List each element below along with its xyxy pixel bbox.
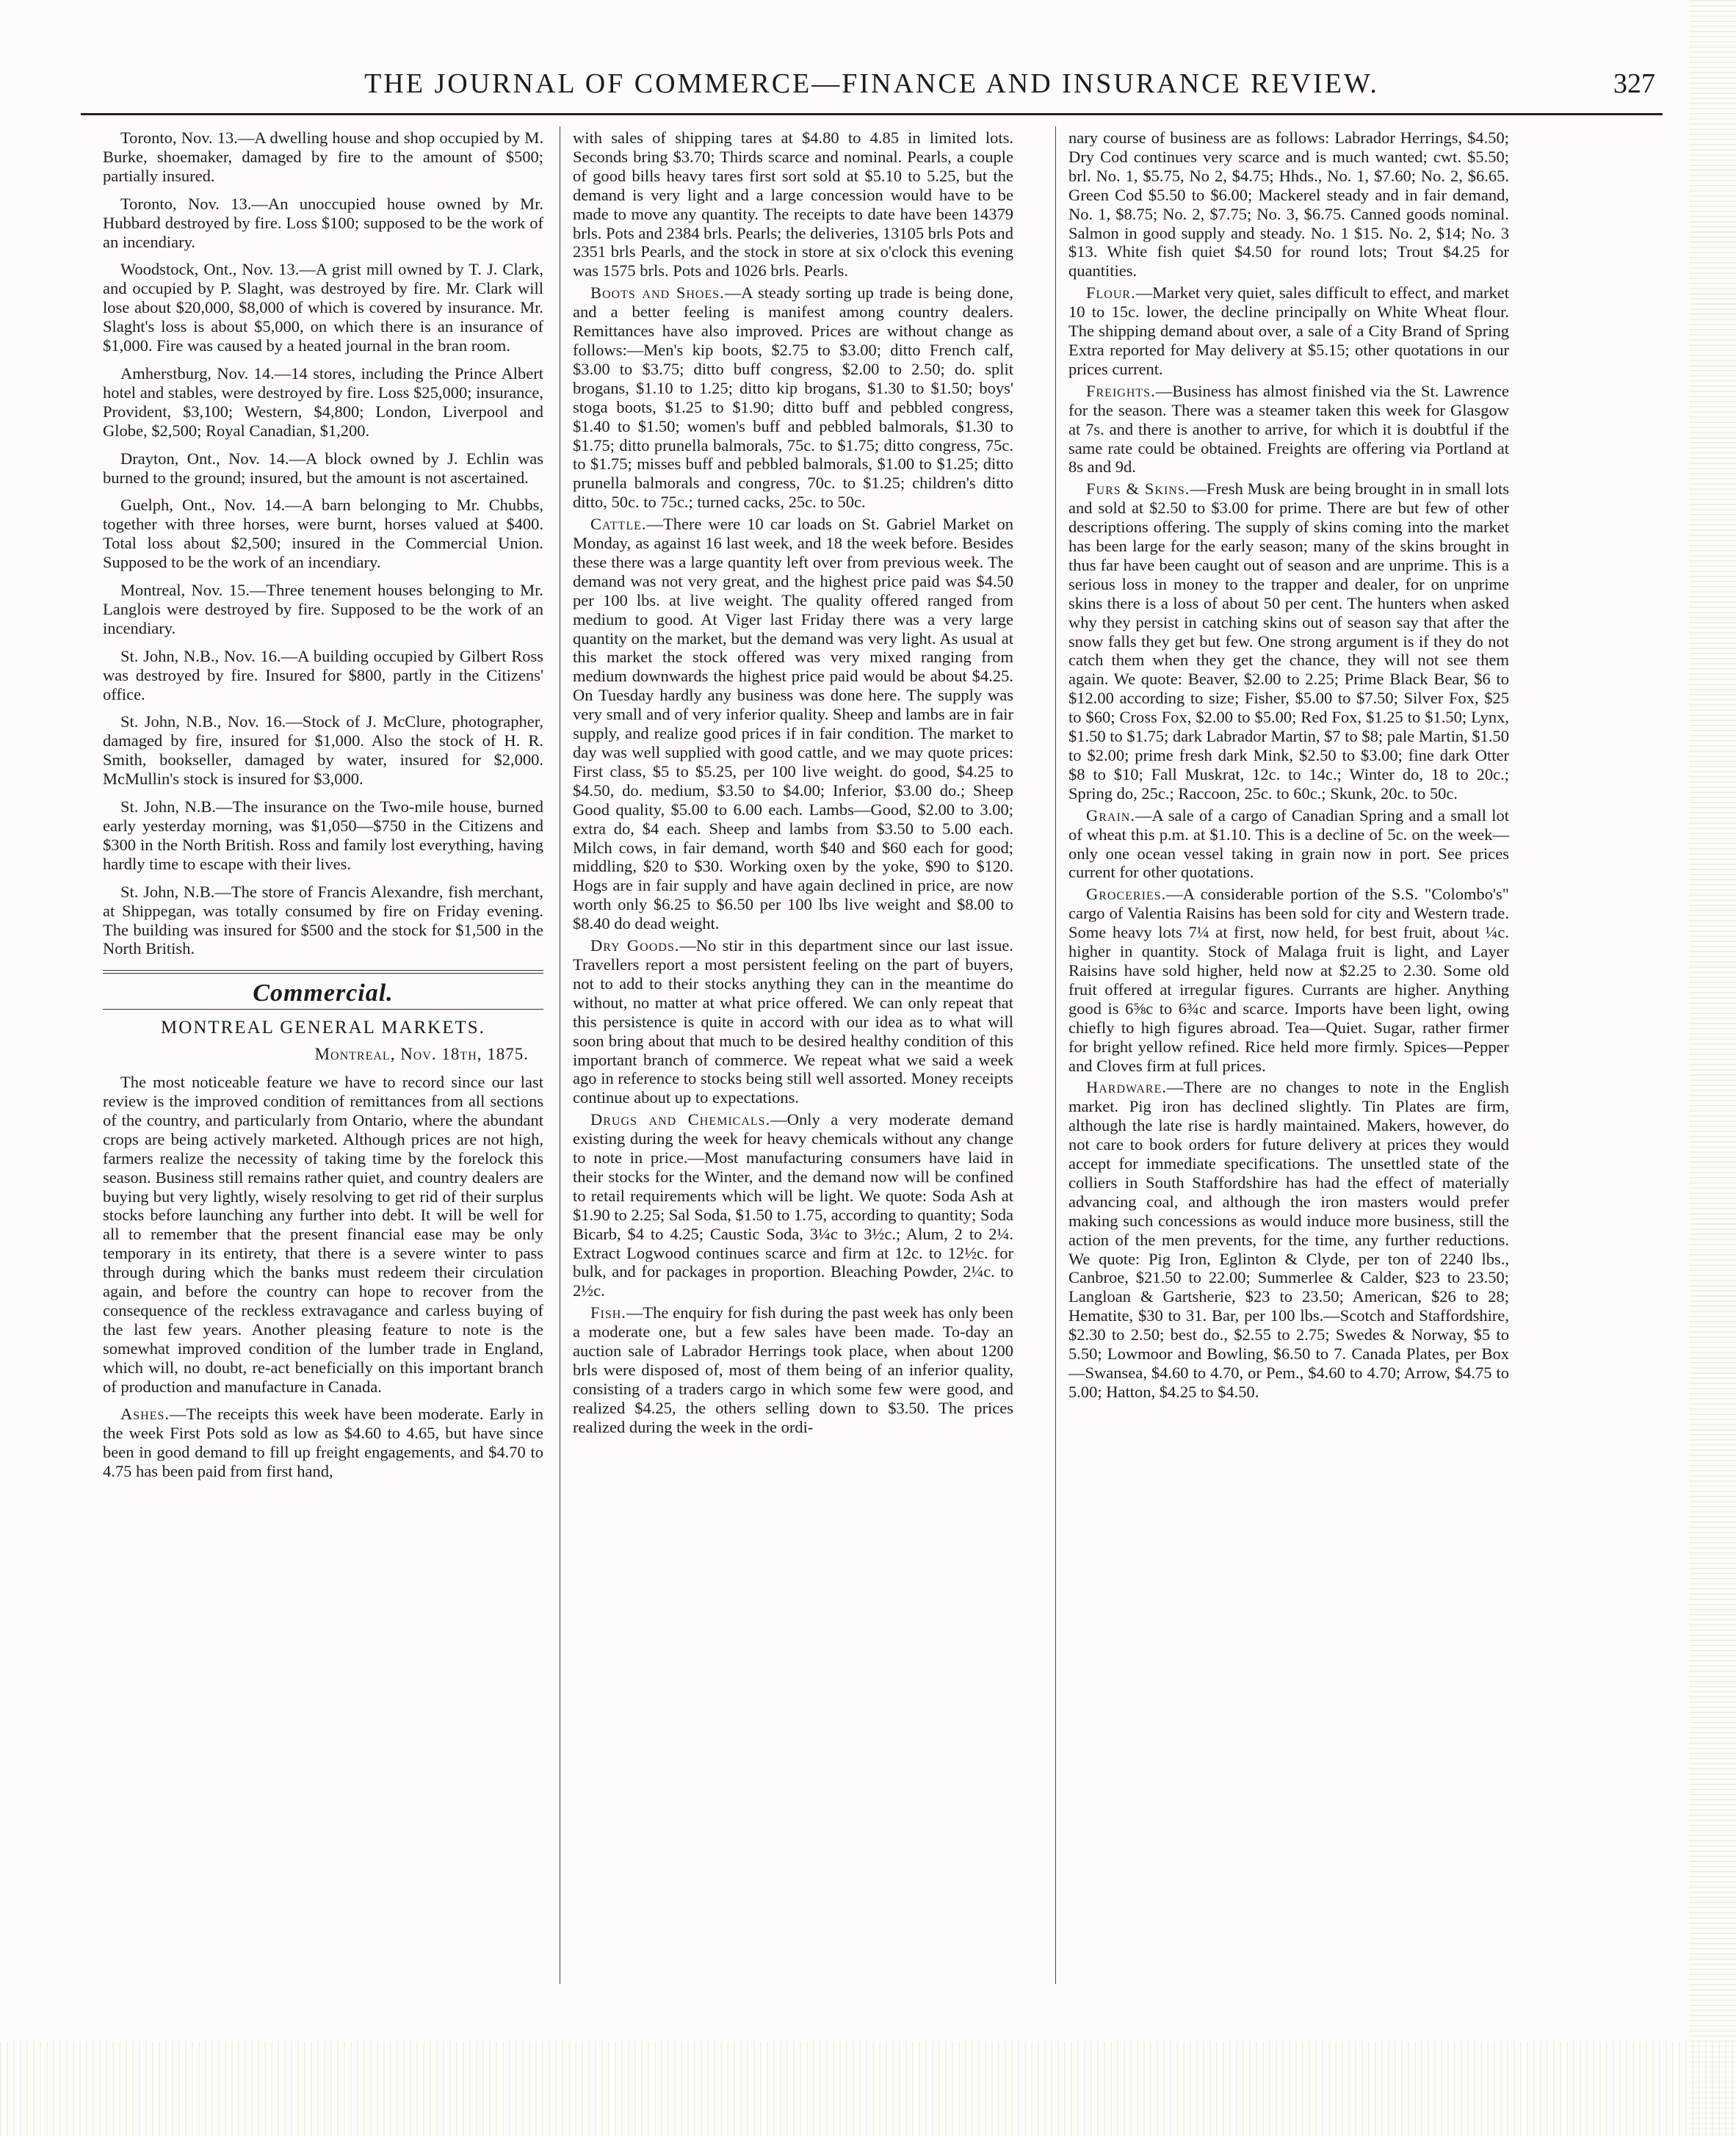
- market-cattle: [573, 515, 1013, 933]
- journal-title: THE JOURNAL OF COMMERCE—FINANCE AND INSURANCE REVIEW.: [364, 68, 1379, 99]
- column-3: [1068, 128, 1509, 1405]
- fire-report: Guelph, Ont., Nov. 14.—A barn belonging to Mr. Chubbs, together with three horses, were burnt, horses valued at $400. Total loss about $2,500; insured in the Commercial Union. Supposed to be the work of an incendiary.: [103, 496, 543, 572]
- fire-report: St. John, N.B., Nov. 16.—A building occupied by Gilbert Ross was destroyed by fire. Insured for $800, partly in the Citizens' office.: [103, 646, 543, 703]
- market-text: —A sale of a cargo of Canadian Spring and a small lot of wheat this p.m. at $1.10. This is a decline of 5c. on the week—only one ocean vessel taking in grain now in port. See prices current for other quotations.: [1068, 805, 1509, 882]
- article-dateline: Montreal, Nov. 18th, 1875.: [314, 1045, 529, 1064]
- market-text: —There are no changes to note in the English market. Pig iron has declined slightly. Tin Plates are firm, although the late rise is hardly maintained. Makers, however, do not care to book orders for future delivery at prices they would accept for immediate specifications. The unsettled state of the colliers in South Staffordshire has had the effect of materially advancing coal, and although the iron masters would prefer making such concessions as would induce more business, still the action of the men prevents, for the time, any further reductions. We quote: Pig Iron, Eglinton & Clyde, per ton of 2240 lbs., Canbroe, $21.50 to 22.00; Summerlee & Calder, $23 to 23.50; Langloan & Gartsherie, $23 to 23.50; American, $26 to 28; Hematite, $30 to 31. Bar, per 100 lbs.—Scotch and Staffordshire, $2.30 to 2.50; best do., $2.55 to 2.75; Swedes & Norway, $5 to 5.50; Lowmoor and Bowling, $6.50 to 7. Canada Plates, per Box—Swansea, $4.60 to 4.70, or Pem., $4.60 to 4.70; Arrow, $4.75 to 5.00; Hatton, $4.25 to $4.50.: [1068, 1078, 1509, 1401]
- column-1: [103, 128, 543, 1484]
- market-text: —There were 10 car loads on St. Gabriel Market on Monday, as against 16 last week, and 18 the week before. Besides these there was a large quantity left over from previous week. The demand was not very great, and the highest price paid was $4.50 per 100 lbs. at live weight. The quality offered ranged from medium to good. At Viger last Friday there was a very large quantity on the market, but the demand was very light. As usual at this market the stock offered was very mixed ranging from medium downwards the highest price paid would be about $4.25. On Tuesday hardly any business was done here. The supply was very small and of very inferior quality. Sheep and lambs are in fair supply, and realize good prices if in fair condition. The market to day was well supplied with good cattle, and we may quote prices: First class, $5 to $5.25, per 100 live weight. do good, $4.25 to $4.50, do. medium, $3.50 to $4.00; Inferior, $3.00 do.; Sheep Good quality, $5.00 to 6.00 each. Lambs—Good, $2.00 to 3.00; extra do, $4 each. Sheep and lambs from $3.50 to 5.00 each. Milch cows, in fair demand, worth $40 and $60 each for good; middling, $20 to $30. Working oxen by the yoke, $90 to $120. Hogs are in fair supply and have again declined in price, are now worth only $6.25 to $6.50 per 100 lbs live weight and $8.00 to $8.40 do dead weight.: [573, 515, 1013, 933]
- fire-report: St. John, N.B.—The insurance on the Two-mile house, burned early yesterday morning, was $1,050—$750 in the Citizens and $300 in the North British. Ross and family lost everything, having hardly time to escape with their lives.: [103, 797, 543, 873]
- section-divider: [103, 1009, 543, 1010]
- column-2: [573, 128, 1013, 1440]
- market-text: —Market very quiet, sales difficult to effect, and market 10 to 15c. lower, the decline principally on White Wheat flour. The shipping demand about over, a sale of a City Brand of Spring Extra reported for May delivery at $5.15; other quotations in our prices current.: [1068, 283, 1509, 378]
- market-heading: Groceries.: [1086, 885, 1167, 904]
- market-drugs: [573, 1110, 1013, 1300]
- market-ashes-continued: with sales of shipping tares at $4.80 to 4.85 in limited lots. Seconds bring $3.70; Thirds scarce and nominal. Pearls, a couple of good bills heavy tares first sort sold at $5.10 to 5.25, but the demand is very light and a large concession would have to be made to move any quantity. The receipts to date have been 14379 brls. Pots and 2384 brls. Pearls; the deliveries, 13105 brls Pots and 2351 brls Pearls, and the stock in store at six o'clock this evening was 1575 brls. Pots and 1026 brls. Pearls.: [573, 128, 1013, 280]
- market-heading: Ashes.: [120, 1405, 170, 1424]
- market-heading: Furs & Skins.: [1086, 479, 1190, 499]
- fire-report: Drayton, Ont., Nov. 14.—A block owned by J. Echlin was burned to the ground; insured, but the amount is not ascertained.: [103, 449, 543, 487]
- market-flour: [1068, 283, 1509, 379]
- scan-edge-texture: [1689, 0, 1736, 2136]
- market-heading: Boots and Shoes.: [590, 283, 725, 303]
- market-heading: Hardware.: [1086, 1078, 1167, 1097]
- market-heading: Fish.: [590, 1303, 626, 1322]
- market-ashes: [103, 1405, 543, 1481]
- market-text: —No stir in this department since our last issue. Travellers report a most persistent feeling on the part of buyers, not to add to their stocks anything they can in the meantime do without, no matter at what price offered. We can only repeat that this persistence is quite in accord with our idea as to what will soon bring about that much to be desired healthy condition of this important branch of commerce. We repeat what we said a week ago in reference to stocks being still well assorted. Money receipts continue about up to expectations.: [573, 936, 1014, 1107]
- column-rule-2: [1055, 126, 1056, 1984]
- masthead: [81, 62, 1663, 115]
- fire-report: Woodstock, Ont., Nov. 13.—A grist mill owned by T. J. Clark, and occupied by P. Slaght, was destroyed by fire. Mr. Clark will lose about $20,000, $8,000 of which is covered by insurance. Mr. Slaght's loss is about $5,000, on which there is an insurance of $1,000. Fire was caused by a heated journal in the bran room.: [103, 260, 543, 355]
- fire-report: Amherstburg, Nov. 14.—14 stores, including the Prince Albert hotel and stables, were destroyed by fire. Loss $25,000; insurance, Provident, $3,100; Western, $4,800; London, Liverpool and Globe, $2,500; Royal Canadian, $1,200.: [103, 363, 543, 440]
- market-text: —The enquiry for fish during the past week has only been a moderate one, but a few sales have been made. To-day an auction sale of Labrador Herrings took place, when about 1200 brls were disposed of, most of them being of an inferior quality, consisting of a traders cargo in which some few were good, and realized $4.25, the others selling down to $3.50. The prices realized during the week in the ordi-: [573, 1303, 1013, 1436]
- market-heading: Cattle.: [590, 515, 647, 534]
- market-furs: [1068, 479, 1509, 803]
- market-text: —Fresh Musk are being brought in in small lots and sold at $2.50 to $3.00 for prime. There are but few of other descriptions offering. The supply of skins coming into the market has been large for the early season; many of the skins brought in thus far have been caught out of season and are unprime. This is a serious loss in money to the trapper and dealer, for on unprime skins there is a loss of about 50 per cent. The hunters when asked why they persist in catching skins out of season say that after the snow falls they get but few. One strong argument is if they do not catch them when they get the chance, they will not see them again. We quote: Beaver, $2.00 to 2.25; Prime Black Bear, $6 to $12.00 according to size; Fisher, $5.00 to $7.50; Silver Fox, $25 to $60; Cross Fox, $2.00 to $5.00; Red Fox, $1.25 to $1.50; Lynx, $1.50 to $1.75; dark Labrador Martin, $7 to $8; pale Martin, $1.50 to $2.00; prime fresh dark Mink, $2.50 to $3.00; fine dark Otter $8 to $10; Fall Muskrat, 12c. to 14c.; Winter do, 18 to 20c.; Spring do, 25c.; Raccoon, 25c. to 60c.; Skunk, 20c. to 50c.: [1068, 479, 1509, 803]
- market-heading: Grain.: [1086, 805, 1135, 825]
- market-heading: Drugs and Chemicals.: [590, 1110, 771, 1129]
- market-heading: Freights.: [1086, 381, 1156, 400]
- fire-report: Toronto, Nov. 13.—An unoccupied house owned by Mr. Hubbard destroyed by fire. Loss $100; supposed to be the work of an incendiary.: [103, 194, 543, 251]
- market-text: —A considerable portion of the S.S. "Colombo's" cargo of Valentia Raisins has been sold for city and Western trade. Some heavy lots 7¼ at first, now held, for best fruit, about ¼c. higher in quantity. Stock of Malaga fruit is light, and Layer Raisins have sold higher, held now at $2.25 to 2.30. Some old fruit offered at irregular figures. Currants are higher. Anything good is 6⅝c to 6¾c and scarce. Imports have been light, owing chiefly to high figures abroad. Tea—Quiet. Sugar, rather firmer for bright yellow refined. Rice held more firmly. Spices—Pepper and Cloves firm at full prices.: [1068, 885, 1509, 1075]
- fire-report: Toronto, Nov. 13.—A dwelling house and shop occupied by M. Burke, shoemaker, damaged by fire to the amount of $500; partially insured.: [103, 128, 543, 185]
- market-hardware: [1068, 1078, 1509, 1401]
- market-text: —Only a very moderate demand existing during the week for heavy chemicals without any change to note in price.—Most manufacturing consumers have laid in their stocks for the Winter, and the demand now will be confined to retail requirements which will be light. We quote: Soda Ash at $1.90 to 2.25; Sal Soda, $1.50 to 1.75, according to quantity; Soda Bicarb, $4 to 4.25; Caustic Soda, 3¼c to 3½c.; Alum, 2 to 2¼. Extract Logwood continues scarce and firm at 12c. to 12½c. for bulk, and for packages in proportion. Bleaching Powder, 2¼c. to 2½c.: [573, 1110, 1013, 1300]
- market-heading: Dry Goods.: [590, 936, 680, 955]
- market-freights: [1068, 382, 1509, 477]
- market-fish: [573, 1303, 1013, 1436]
- scan-bottom-texture: [0, 2041, 1736, 2136]
- market-intro: The most noticeable feature we have to record since our last review is the improved condition of remittances from all sections of the country, and particularly from Ontario, where the abundant crops are being actively marketed. Although prices are not high, farmers realize the necessity of taking time by the forelock this season. Business still remains rather quiet, and country dealers are buying but very lightly, wisely resolving to get rid of their surplus stocks before launching any further into debt. It will be well for all to remember that the present financial ease may be only temporary in its entirety, that there is a severe winter to pass through during which the banks must redeem their circulation again, and before the country can hope to recover from the consequence of the reckless extravagance and carless buying of the last few years. Another pleasing feature to note is the somewhat improved condition of the lumber trade in England, which will, no doubt, re-act beneficially on this important branch of production and manufacture in Canada.: [103, 1073, 543, 1396]
- market-boots: [573, 283, 1013, 512]
- market-text: —Business has almost finished via the St. Lawrence for the season. There was a steamer taken this week for Glasgow at 7s. and there is another to arrive, for which it is doubtful if the same rate could be obtained. Freights are offering via Portland at 8s and 9d.: [1068, 381, 1509, 477]
- fire-report: St. John, N.B.—The store of Francis Alexandre, fish merchant, at Shippegan, was totally consumed by fire on Friday evening. The building was insured for $500 and the stock for $1,500 in the North British.: [103, 882, 543, 958]
- market-text: —The receipts this week have been moderate. Early in the week First Pots sold as low as $4.60 to 4.65, but have since been in good demand to fill up freight engagements, and $4.70 to 4.75 has been paid from first hand,: [103, 1405, 543, 1481]
- page-number: 327: [1613, 68, 1655, 99]
- section-divider: [103, 970, 543, 974]
- market-groceries: [1068, 885, 1509, 1075]
- fire-report: St. John, N.B., Nov. 16.—Stock of J. McClure, photographer, damaged by fire, insured for $1,000. Also the stock of H. R. Smith, bookseller, damaged by water, insured for $2,000. McMullin's stock is insured for $3,000.: [103, 712, 543, 789]
- market-grain: [1068, 806, 1509, 883]
- market-dry-goods: [573, 936, 1013, 1107]
- market-heading: Flour.: [1086, 283, 1136, 303]
- section-title-commercial: Commercial.: [253, 980, 394, 1007]
- market-text: —A steady sorting up trade is being done, and a better feeling is manifest among country dealers. Remittances have also improved. Prices are without change as follows:—Men's kip boots, $2.75 to $3.00; ditto French calf, $3.00 to $3.75; ditto buff congress, $2.00 to 2.50; do. split brogans, $1.10 to 1.25; ditto kip brogans, $1.30 to $1.50; boys' stoga boots, $1.25 to $1.90; ditto buff and pebbled congress, $1.40 to $1.50; women's buff and pebbled balmorals, $1.30 to $1.75; ditto prunella balmorals, 75c. to $1.75; ditto congress, 75c. to $1.75; misses buff and pebbled balmorals, $1.00 to $1.25; ditto prunella balmorals and congress, 70c. to $1.25; children's ditto ditto, 50c. to 75c.; turned cacks, 25c. to 50c.: [573, 283, 1013, 512]
- article-headline: MONTREAL GENERAL MARKETS.: [161, 1018, 485, 1038]
- fire-report: Montreal, Nov. 15.—Three tenement houses belonging to Mr. Langlois were destroyed by fire. Supposed to be the work of an incendiary.: [103, 581, 543, 637]
- market-fish-continued: nary course of business are as follows: Labrador Herrings, $4.50; Dry Cod continues very scarce and is much wanted; cwt. $5.50; brl. No. 1, $5.75, No 2, $4.75; Hhds., No. 1, $7.60; No. 2, $6.65. Green Cod $5.50 to $6.00; Mackerel steady and in fair demand, No. 1, $8.75; No. 2, $7.75; No. 3, $6.75. Canned goods nominal. Salmon in good supply and steady. No. 1 $15. No. 2, $14; No. 3 $13. White fish quiet $4.50 for round lots; Trout $4.25 for quantities.: [1068, 128, 1509, 280]
